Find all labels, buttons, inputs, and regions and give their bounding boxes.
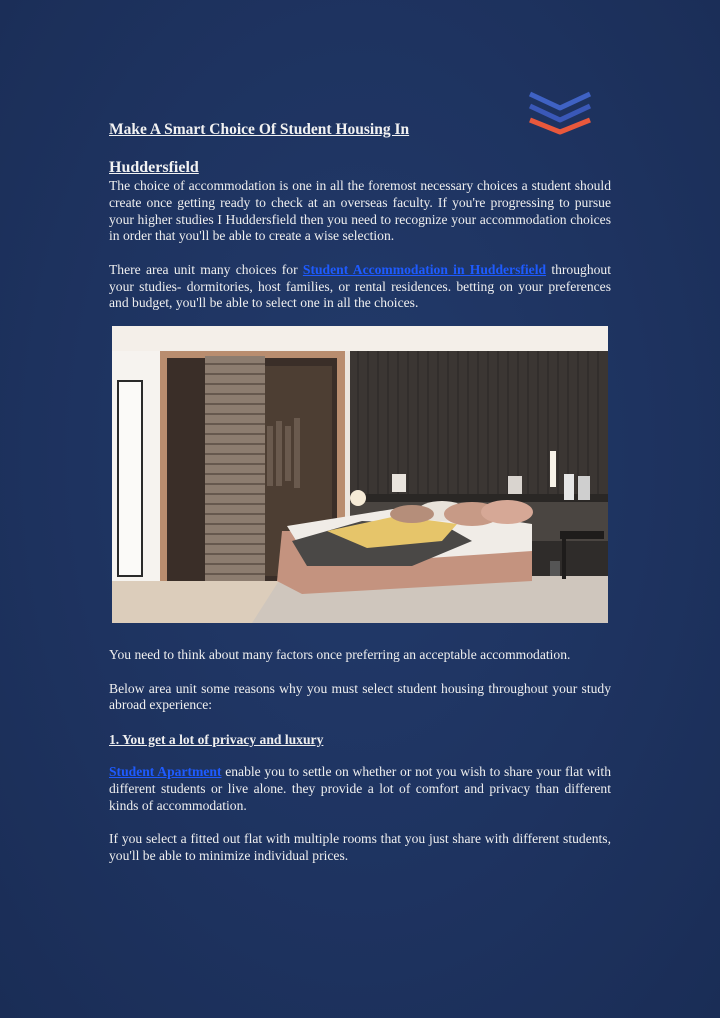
document-title-line1: Make A Smart Choice Of Student Housing In [109,121,410,138]
choices-text-before: There area unit many choices for [109,261,303,277]
document-body [109,120,611,865]
bedroom-photo [112,326,608,623]
apartment-text-after: enable you to settle on whether or not you wish to share your flat with different students or live alone. they provide a lot of comfort and privacy than different kinds of accommodation. [109,764,611,813]
shared-flat-paragraph: If you select a fitted out flat with multiple rooms that you just share with different students, you'll be able to minimize individual prices. [109,831,611,864]
apartment-paragraph [109,764,611,814]
intro-paragraph: The choice of accommodation is one in all the foremost necessary choices a student should create once getting ready to check at an overseas faculty. If you're progressing to pursue your higher studies I Huddersfield then you need to recognize your accommodation choices in order that you'll be able to create a wise selection. [109,178,611,244]
choices-text-after: throughout your studies- dormitories, host families, or rental residences. betting on your preferences and budget, you'll be able to select one in all the choices. [109,261,611,311]
document-title-line2: Huddersfield [109,159,199,176]
student-accommodation-link[interactable]: Student Accommodation in Huddersfield [302,261,547,277]
choices-paragraph [109,262,611,312]
reason-heading-1: 1. You get a lot of privacy and luxury [109,731,324,747]
factors-paragraph: You need to think about many factors once preferring an acceptable accommodation. [109,647,571,663]
reasons-paragraph: Below area unit some reasons why you must select student housing throughout your study abroad experience: [109,680,611,713]
student-apartment-link[interactable]: Student Apartment [109,764,222,780]
